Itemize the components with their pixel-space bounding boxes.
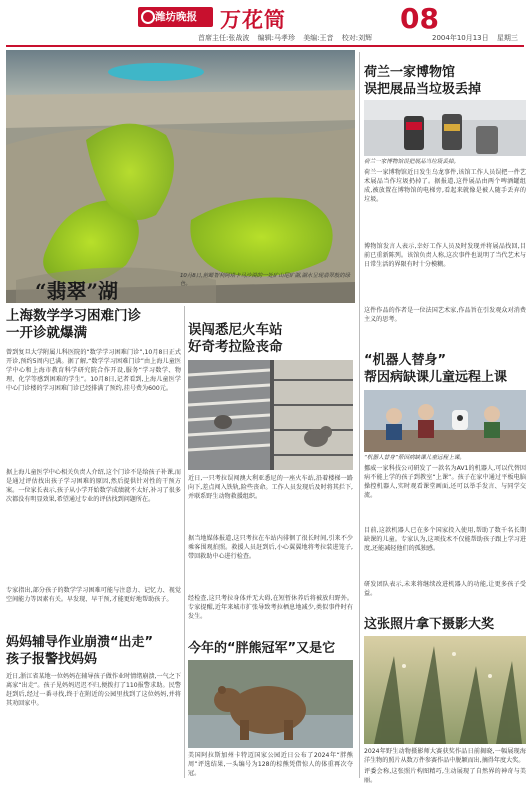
- photo-award-body-2: 评委会称,这张照片构图精巧,生动展现了自然界的神奇与美丽。: [364, 768, 526, 784]
- robot-body-3: 研发团队表示,未来将继续改进机器人的功能,让更多孩子受益。: [364, 581, 526, 597]
- robot-headline: “机器人替身” 帮因病缺课儿童远程上课: [364, 353, 508, 385]
- emerald-lake-photo: [6, 50, 355, 303]
- issue-date: 2004年10月13日 星期三: [432, 34, 518, 42]
- robot-body-2: 目前,这款机器人已在多个国家投入使用,帮助了数千名长期缺课的儿童。专家认为,这项技术不仅能帮助孩子跟上学习进度,还能减轻他们的孤独感。: [364, 527, 526, 552]
- credit-chief: 首席主任:张战波: [198, 34, 250, 42]
- section-title: 万花筒: [220, 7, 286, 32]
- photo-award-body: 2024年野生动物摄影师大赛获奖作品日前揭晓,一幅展现海洋生物的照片从数万件参赛作品中脱颖而出,摘得年度大奖。: [364, 748, 526, 764]
- hero-headline: “翡翠”湖: [35, 279, 119, 303]
- masthead-rule: [6, 45, 524, 47]
- koala-station-body-2: 据当地媒体报道,这只考拉在车站内徘徊了很长时间,引来不少乘客围观拍照。救援人员赶到后,小心翼翼地将考拉装进笼子,带回救助中心进行检查。: [188, 535, 353, 560]
- photo-award-headline: 这张照片拿下摄影大奖: [364, 617, 495, 632]
- math-clinic-body-3: 专家指出,部分孩子的数学学习困难可能与注意力、记忆力、视觉空间能力等因素有关。早发现、早干预,才能更好地帮助孩子。: [6, 587, 181, 603]
- newspaper-logo-icon: [141, 10, 155, 24]
- brand-name: 潍坊晚报: [155, 11, 197, 23]
- koala-station-headline: 误闯悉尼火车站 好奇考拉险丧命: [188, 322, 283, 355]
- mother-homework-body: 近日,浙江省某地一位妈妈在辅导孩子做作业时情绪崩溃,一气之下离家“出走”。孩子见妈妈迟迟不归,便拨打了110报警求助。民警赶到后,经过一番寻找,终于在附近的公园里找到了这位妈妈,并将其劝回家中。: [6, 673, 181, 707]
- koala-station-body: 近日,一只考拉误闯澳大利亚悉尼的一座火车站,沿着楼梯一路向下,差点闯入铁轨,险些丧命。工作人员发现后及时将其拦下,并联系野生动物救援组织。: [188, 475, 353, 500]
- column-divider-left: [184, 306, 185, 778]
- museum-photo-caption: 荷兰一家博物馆误把展品当垃圾丢掉。: [364, 159, 460, 165]
- museum-body-2: 博物馆发言人表示,幸好工作人员及时发现并将展品找回,目前已重新陈列。该馆负责人称,这次事件也说明了当代艺术与日常生活的界限有时十分模糊。: [364, 243, 526, 268]
- museum-body: 荷兰一家博物馆近日发生乌龙事件,该馆工作人员误把一件艺术展品当作垃圾扔掉了。据报道,这件展品由两个啤酒罐组成,被放置在博物馆的电梯旁,看起来就像是被人随手丢弃的垃圾。: [364, 169, 526, 203]
- credit-proofreader: 校对:刘辉: [341, 34, 373, 42]
- credit-designer: 美编:王音: [303, 34, 334, 42]
- mother-homework-headline: 妈妈辅导作业崩溃“出走” 孩子报警找妈妈: [6, 635, 154, 667]
- classroom-illustration: [364, 390, 526, 452]
- bear-illustration: [188, 660, 353, 748]
- fat-bear-headline: 今年的“胖熊冠军”又是它: [188, 641, 336, 656]
- museum-photo: [364, 100, 526, 156]
- fat-bear-photo: [188, 660, 353, 748]
- koala-station-photo: [188, 360, 353, 470]
- column-divider: [359, 52, 360, 778]
- robot-photo-caption: “机器人替身”帮因病缺课儿童远程上课。: [364, 455, 465, 461]
- credit-editor: 编辑:马孝珍: [257, 34, 295, 42]
- page-number: 08: [400, 2, 439, 35]
- koala-station-body-3: 经检查,这只考拉身体并无大碍,在短暂休养后将被放归野外。专家提醒,近年来城市扩张导致考拉栖息地减少,类似事件时有发生。: [188, 595, 353, 620]
- math-clinic-headline: 上海数学学习困难门诊 一开诊就爆满: [6, 308, 141, 341]
- math-clinic-body-2: 据上海儿童医学中心相关负责人介绍,这个门诊不是给孩子补课,而是通过评估找出孩子学习困难的原因,然后提供针对性的干预方案。一位家长表示,孩子从小学开始数学成绩就不太好,补习了很多次都没有明显效果,希望通过专业的评估找到问题所在。: [6, 469, 181, 503]
- hero-caption: 10月8日,俯瞰智利阿塔卡马沙漠的一处矿山尾矿湖,湖水呈现翡翠般的绿色。: [180, 273, 351, 287]
- masthead: [0, 0, 530, 46]
- koala-illustration: [188, 360, 353, 470]
- award-photo-illustration: [364, 636, 526, 744]
- editorial-credits: [198, 33, 378, 43]
- beer-cans-illustration: [364, 100, 526, 156]
- award-photo: [364, 636, 526, 744]
- museum-headline: 荷兰一家博物馆 误把展品当垃圾丢掉: [364, 65, 482, 97]
- museum-body-3: 这件作品的作者是一位法国艺术家,作品旨在引发观众对消费主义的思考。: [364, 307, 526, 323]
- robot-classroom-photo: [364, 390, 526, 452]
- robot-body: 挪威一家科技公司研发了一款名为AV1的机器人,可以代替因病不能上学的孩子到教室“上课”。孩子在家中通过平板电脑操控机器人,实时观看课堂画面,还可以举手发言、与同学交流。: [364, 465, 526, 499]
- fat-bear-body: 美国阿拉斯加州卡特迈国家公园近日公布了2024年“胖熊周”评选结果,一头编号为128的棕熊凭借惊人的体重再次夺冠。: [188, 752, 353, 777]
- lake-illustration: [6, 50, 355, 303]
- math-clinic-body: 曾到复旦大学附属儿科医院的“数学学习困难门诊”,10月8日正式开诊,预约5周内已满。据了解,“数学学习困难门诊”由上海儿童医学中心和上海市教育科学研究院合作开设,服务“学习数学、物理、化学等感到困难的学生”。10月8日,记者看到,上海儿童医学中心门诊楼的学习困难门诊已经排满了预约,挂号费为600元。: [6, 349, 181, 392]
